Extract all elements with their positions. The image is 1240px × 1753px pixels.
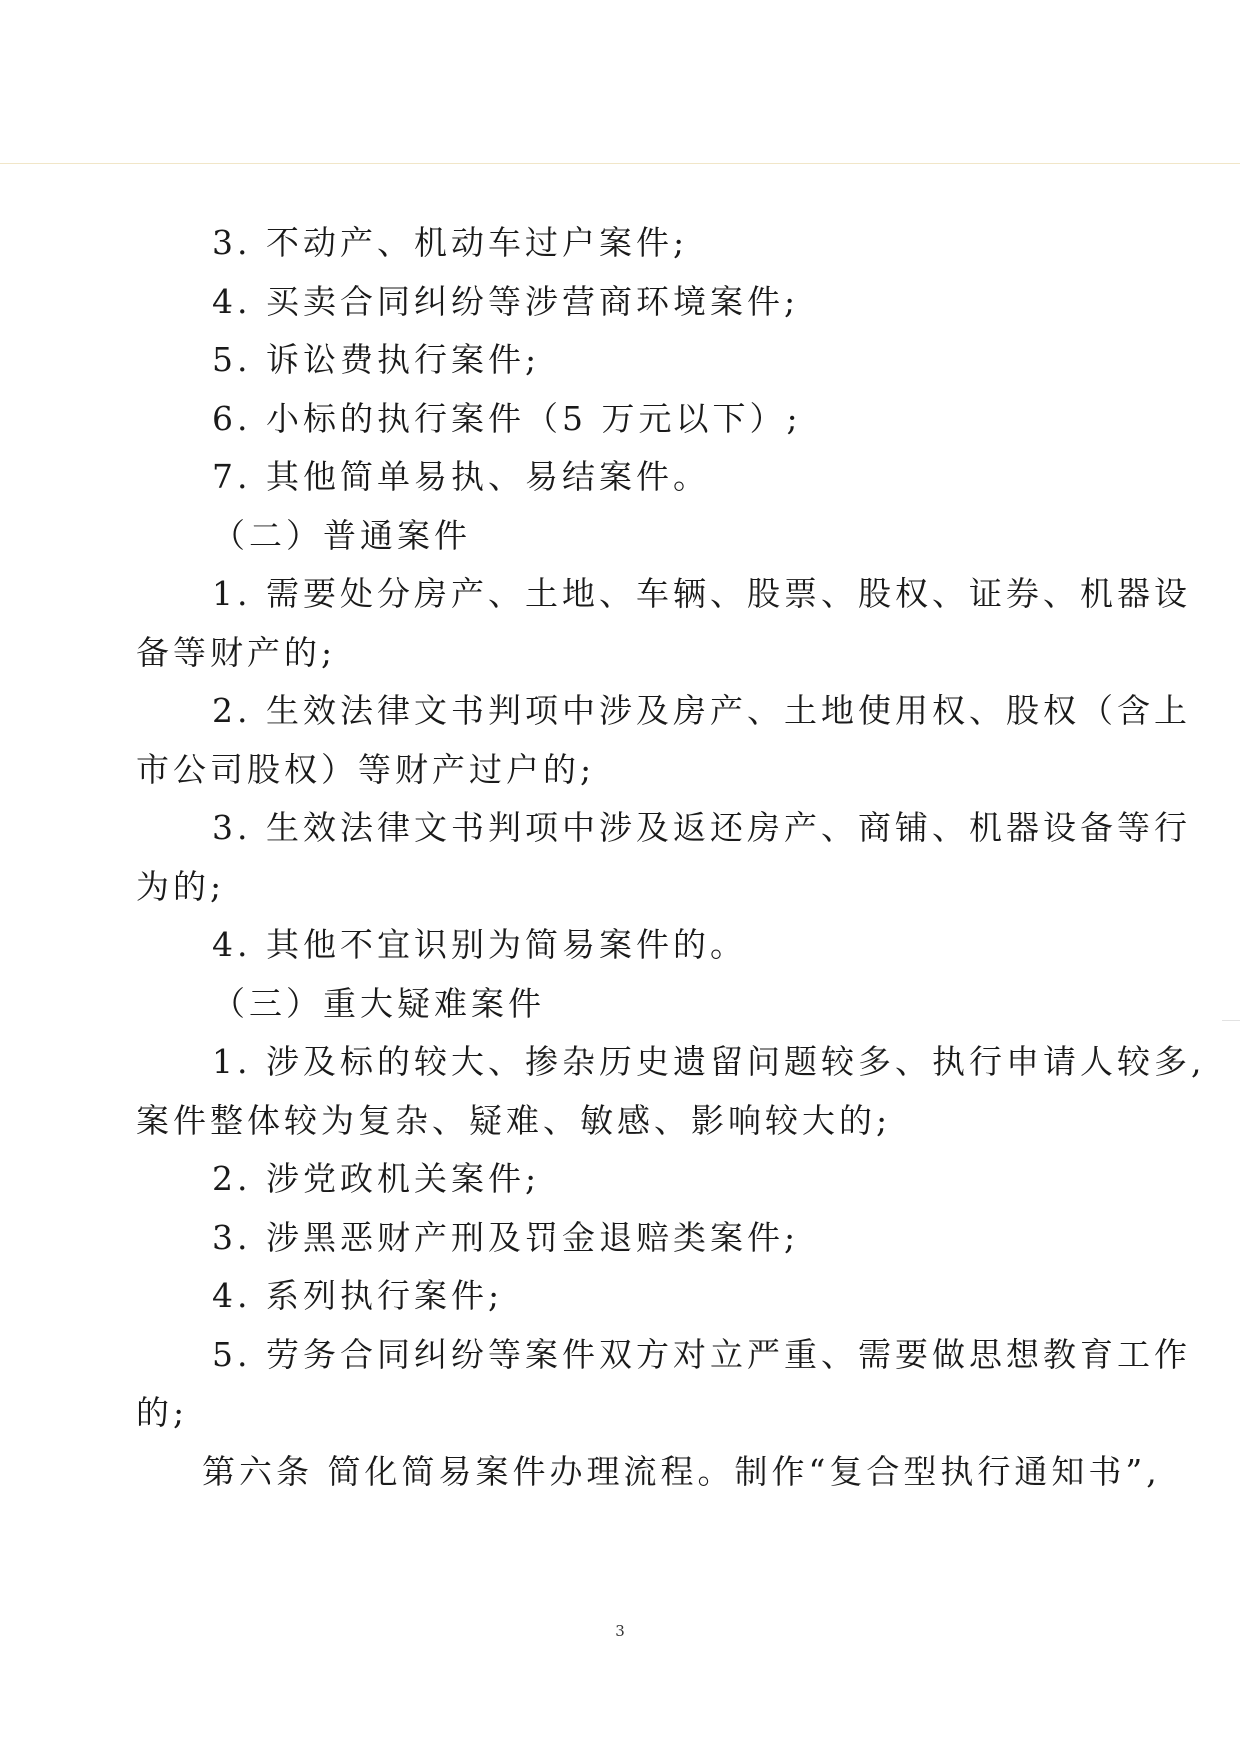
section-heading: （二）普通案件 bbox=[212, 515, 471, 555]
list-item: 3. 涉黑恶财产刑及罚金退赔类案件; bbox=[212, 1217, 800, 1257]
list-item-continuation: 备等财产的; bbox=[136, 632, 337, 672]
list-item: 1. 需要处分房产、土地、车辆、股票、股权、证券、机器设 bbox=[212, 574, 1191, 613]
header-rule bbox=[0, 163, 1240, 164]
list-item: 6. 小标的执行案件（5 万元以下）; bbox=[212, 398, 802, 438]
document-body bbox=[136, 214, 1206, 1501]
list-item: 1. 涉及标的较大、掺杂历史遗留问题较多、执行申请人较多, bbox=[212, 1042, 1206, 1081]
list-item-continuation: 案件整体较为复杂、疑难、敏感、影响较大的; bbox=[136, 1100, 892, 1140]
list-item-continuation: 的; bbox=[136, 1393, 189, 1432]
list-item: 2. 生效法律文书判项中涉及房产、土地使用权、股权（含上 bbox=[212, 691, 1191, 730]
list-item: 4. 系列执行案件; bbox=[212, 1276, 504, 1315]
section-heading: （三）重大疑难案件 bbox=[212, 983, 545, 1023]
list-item: 5. 劳务合同纠纷等案件双方对立严重、需要做思想教育工作 bbox=[212, 1334, 1191, 1374]
list-item-continuation: 为的; bbox=[136, 866, 226, 906]
list-item: 4. 买卖合同纠纷等涉营商环境案件; bbox=[212, 281, 800, 321]
list-item: 7. 其他简单易执、易结案件。 bbox=[212, 457, 710, 496]
list-item: 4. 其他不宜识别为简易案件的。 bbox=[212, 925, 747, 964]
page-number: 3 bbox=[615, 1622, 625, 1640]
list-item: 3. 不动产、机动车过户案件; bbox=[212, 223, 689, 262]
list-item: 5. 诉讼费执行案件; bbox=[212, 340, 541, 379]
list-item: 3. 生效法律文书判项中涉及返还房产、商铺、机器设备等行 bbox=[212, 808, 1191, 847]
scan-edge-mark bbox=[1222, 1020, 1240, 1021]
list-item-continuation: 市公司股权）等财产过户的; bbox=[136, 749, 596, 789]
list-item: 2. 涉党政机关案件; bbox=[212, 1159, 541, 1198]
article-paragraph: 第六条 简化简易案件办理流程。制作“复合型执行通知书”, bbox=[202, 1451, 1161, 1491]
